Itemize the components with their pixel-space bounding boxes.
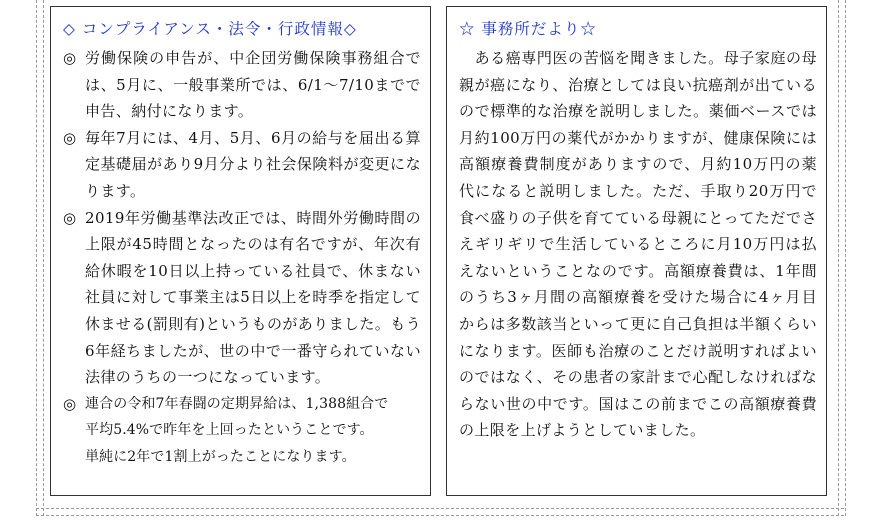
decorative-frame-right: [838, 0, 846, 516]
office-news-body: ある癌専門医の苦悩を聞きました。母子家庭の母親が癌になり、治療としては良い抗癌剤が出ているので標準的な治療を説明しました。薬価ベースでは月約100万円の薬代がかかりますが、健康保険には高額療養費制度がありますので、月約10万円の薬代になると説明しました。ただ、手取り20万円で食べ盛りの子供を育てている母親にとってただでさえギリギリで生活しているところに月10万円は払えないということなのです。高額療養費は、1年間のうち3ヶ月間の高額療養を受けた場合に4ヶ月目からは多数該当といって更に自己負担は半額くらいになります。医師も治療のことだけ説明すればよいのではなく、その患者の家計まで心配しなければならない世の中です。国はこの前までこの高額療養費の上限を上げようとしていました。: [459, 49, 817, 440]
office-news-box: [446, 6, 827, 496]
item-text-line: 単純に2年で1割上がったことになります。: [85, 448, 356, 465]
office-news-heading: ☆ 事務所だより☆: [459, 20, 597, 38]
item-text: [85, 391, 421, 471]
decorative-frame-left: [36, 0, 44, 516]
compliance-heading: ◇ コンプライアンス・法令・行政情報◇: [63, 20, 357, 38]
list-item: [63, 125, 421, 205]
decorative-frame-bottom: [36, 508, 844, 516]
bullet-mark: ◎: [63, 128, 77, 147]
compliance-box: [50, 6, 431, 496]
compliance-list: [63, 45, 421, 471]
bullet-mark: ◎: [63, 394, 77, 413]
item-text: 毎年7月には、4月、5月、6月の給与を届出る算定基礎届があり9月分より社会保険料が変更になります。: [85, 128, 421, 200]
office-news-text: [459, 45, 817, 444]
list-item: [63, 391, 421, 471]
item-text-line: 連合の令和7年春闘の定期昇給は、1,388組合で: [85, 395, 389, 412]
list-item: [63, 45, 421, 125]
item-text: 2019年労働基準法改正では、時間外労働時間の上限が45時間となったのは有名ですが、年次有給休暇を10日以上持っている社員で、休まない社員に対して事業主は5日以上を時季を指定して休ませる(罰則有)というものがありました。もう6年経ちましたが、世の中で一番守られていない法律のうちの一つになっています。: [85, 208, 421, 387]
item-text: 労働保険の申告が、中企団労働保険事務組合では、5月に、一般事業所では、6/1～7/10までで申告、納付になります。: [85, 49, 421, 121]
list-item: [63, 205, 421, 391]
bullet-mark: ◎: [63, 208, 77, 227]
item-text-line: 平均5.4%で昨年を上回ったということです。: [85, 422, 374, 439]
bullet-mark: ◎: [63, 49, 77, 67]
